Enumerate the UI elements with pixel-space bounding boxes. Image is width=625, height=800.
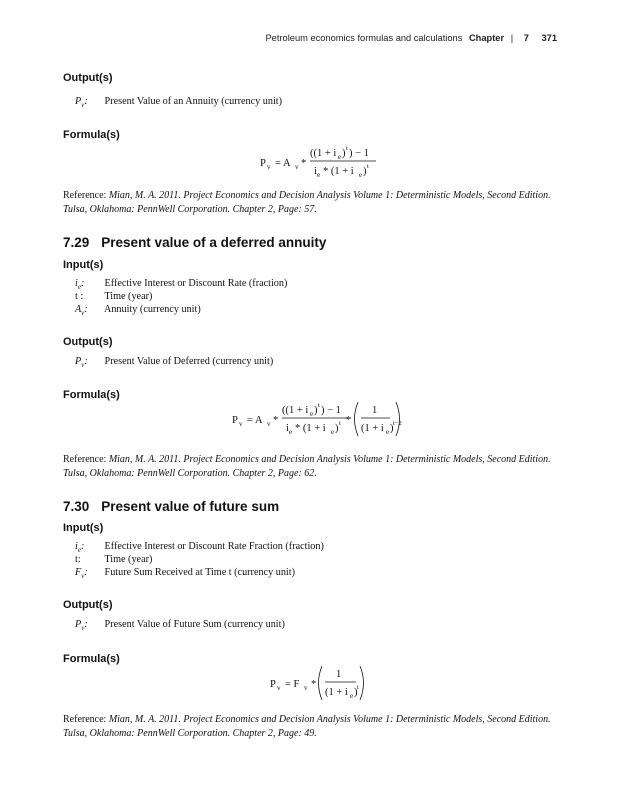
formula-heading: Formula(s) (63, 129, 120, 141)
output-variable-row: $P_v$: Present Value of Deferred (currency unit) (75, 356, 274, 370)
formula-future-sum (268, 662, 368, 709)
input-variable-row: t: Time (year) (75, 554, 153, 565)
reference-citation: Mian, M. A. 2011. Project Economics and Decision Analysis Volume 1: Deterministic Models, Second Edition. (108, 454, 551, 465)
header-separator: | (510, 33, 514, 43)
svg-text:* (1 + i: * (1 + i (295, 423, 326, 434)
svg-text:e: e (331, 428, 335, 436)
formula-svg (258, 142, 378, 182)
reference-citation-line2: Tulsa, Oklahoma: PennWell Corporation. Chapter 2, Page: 57. (63, 204, 317, 215)
svg-text:v: v (267, 420, 271, 428)
svg-text:e: e (386, 428, 390, 436)
formula-svg (268, 662, 368, 704)
reference-note: Reference: Mian, M. A. 2011. Project Economics and Decision Analysis Volume 1: Deterministic Models, Second Edition. Tulsa, Oklahoma: PennWell Corporation. Chapter 2, Page: 49. (63, 714, 551, 739)
svg-text:e: e (289, 428, 293, 436)
formula-deferred-annuity (230, 398, 400, 445)
variable-description: Present Value of Deferred (currency unit) (104, 356, 274, 367)
svg-text:(1 + i: (1 + i (361, 423, 384, 434)
svg-text:t: t (367, 163, 369, 170)
svg-text:): ) (354, 687, 358, 698)
input-variable-row: t : Time (year) (75, 291, 153, 302)
svg-text:v: v (304, 684, 308, 692)
svg-text:t: t (339, 420, 341, 427)
svg-text:): ) (335, 423, 339, 434)
variable-description: Effective Interest or Discount Rate (fraction) (104, 278, 288, 289)
output-variable-row: $P_v$: Present Value of Future Sum (currency unit) (75, 619, 285, 633)
output-variable-row (75, 96, 282, 109)
formula-svg (230, 398, 400, 440)
chapter-label: Chapter (468, 33, 505, 43)
running-header (265, 33, 557, 43)
variable-description: Future Sum Received at Time t (currency unit) (104, 567, 295, 578)
svg-text:i: i (314, 166, 317, 177)
svg-text:*: * (273, 415, 279, 426)
input-variable-row: $F_v$: Future Sum Received at Time t (currency unit) (75, 567, 295, 581)
svg-text:e: e (310, 410, 314, 418)
svg-text:1: 1 (336, 669, 342, 680)
svg-text:P: P (270, 679, 276, 690)
svg-text:e: e (338, 153, 342, 161)
svg-text:i: i (286, 423, 289, 434)
formula-heading: Formula(s) (63, 389, 120, 401)
output-heading: Output(s) (63, 599, 113, 611)
output-heading: Output(s) (63, 336, 113, 348)
svg-text:= F: = F (285, 679, 300, 690)
svg-text:P: P (260, 158, 266, 169)
output-heading: Output(s) (63, 72, 113, 84)
section-title (63, 235, 326, 250)
svg-text:= A: = A (247, 415, 263, 426)
variable-description: Present Value of an Annuity (currency unit) (104, 96, 283, 107)
input-heading: Input(s) (63, 522, 104, 534)
variable-description: Time (year) (104, 554, 153, 565)
section-number: 7.29 (63, 235, 90, 250)
input-variable-row: $i_e$: Effective Interest or Discount Rate (fraction) (75, 278, 288, 292)
svg-text:): ) (342, 148, 346, 159)
svg-text:e: e (350, 692, 354, 700)
svg-text:P: P (232, 415, 238, 426)
variable-description: Effective Interest or Discount Rate Fraction (fraction) (104, 541, 324, 552)
section-heading-text: Present value of future sum (101, 499, 280, 514)
running-title: Petroleum economics formulas and calculations (265, 33, 463, 43)
svg-text:t: t (346, 145, 348, 152)
svg-text:t: t (357, 684, 359, 691)
reference-citation-line2: Tulsa, Oklahoma: PennWell Corporation. Chapter 2, Page: 49. (63, 728, 317, 739)
svg-text:= A: = A (275, 158, 291, 169)
reference-citation: Mian, M. A. 2011. Project Economics and Decision Analysis Volume 1: Deterministic Models, Second Edition. (108, 190, 551, 201)
svg-text:): ) (363, 166, 367, 177)
svg-text:t−2: t−2 (393, 420, 402, 427)
svg-text:* (1 + i: * (1 + i (323, 166, 354, 177)
svg-text:): ) (314, 405, 318, 416)
reference-note: Reference: Mian, M. A. 2011. Project Economics and Decision Analysis Volume 1: Deterministic Models, Second Edition. Tulsa, Oklahoma: PennWell Corporation. Chapter 2, Page: 57. (63, 190, 551, 215)
svg-text:) − 1: ) − 1 (321, 405, 341, 416)
variable-description: Present Value of Future Sum (currency unit) (104, 619, 285, 630)
reference-citation: Mian, M. A. 2011. Project Economics and Decision Analysis Volume 1: Deterministic Models, Second Edition. (108, 714, 551, 725)
variable-description: Annuity (currency unit) (103, 304, 201, 315)
svg-text:v: v (239, 420, 243, 428)
svg-text:v: v (267, 163, 271, 171)
svg-text:e: e (317, 171, 321, 179)
svg-text:*: * (301, 158, 307, 169)
variable-description: Time (year) (104, 291, 153, 302)
svg-text:t: t (318, 402, 320, 409)
section-title (63, 499, 279, 514)
svg-text:*: * (346, 415, 352, 426)
section-number: 7.30 (63, 499, 90, 514)
input-heading: Input(s) (63, 259, 104, 271)
svg-text:) − 1: ) − 1 (349, 148, 369, 159)
page-number: 371 (541, 33, 557, 43)
svg-text:e: e (359, 171, 363, 179)
chapter-number: 7 (523, 33, 529, 43)
svg-text:): ) (390, 423, 394, 434)
svg-text:((1 + i: ((1 + i (310, 148, 337, 159)
svg-text:1: 1 (372, 405, 378, 416)
reference-citation-line2: Tulsa, Oklahoma: PennWell Corporation. Chapter 2, Page: 62. (63, 468, 317, 479)
section-heading-text: Present value of a deferred annuity (101, 235, 327, 250)
svg-text:(1 + i: (1 + i (325, 687, 348, 698)
formula-heading: Formula(s) (63, 653, 120, 665)
svg-text:v: v (277, 684, 281, 692)
reference-note: Reference: Mian, M. A. 2011. Project Economics and Decision Analysis Volume 1: Deterministic Models, Second Edition. Tulsa, Oklahoma: PennWell Corporation. Chapter 2, Page: 62. (63, 454, 551, 479)
variable-symbol: $P_v$: (75, 96, 88, 110)
input-variable-row: $A_v$: Annuity (currency unit) (75, 304, 201, 318)
formula-annuity-present-value (258, 142, 378, 187)
svg-text:((1 + i: ((1 + i (282, 405, 309, 416)
svg-text:*: * (311, 679, 317, 690)
svg-text:v: v (295, 163, 299, 171)
input-variable-row: $i_e$: Effective Interest or Discount Rate Fraction (fraction) (75, 541, 324, 555)
